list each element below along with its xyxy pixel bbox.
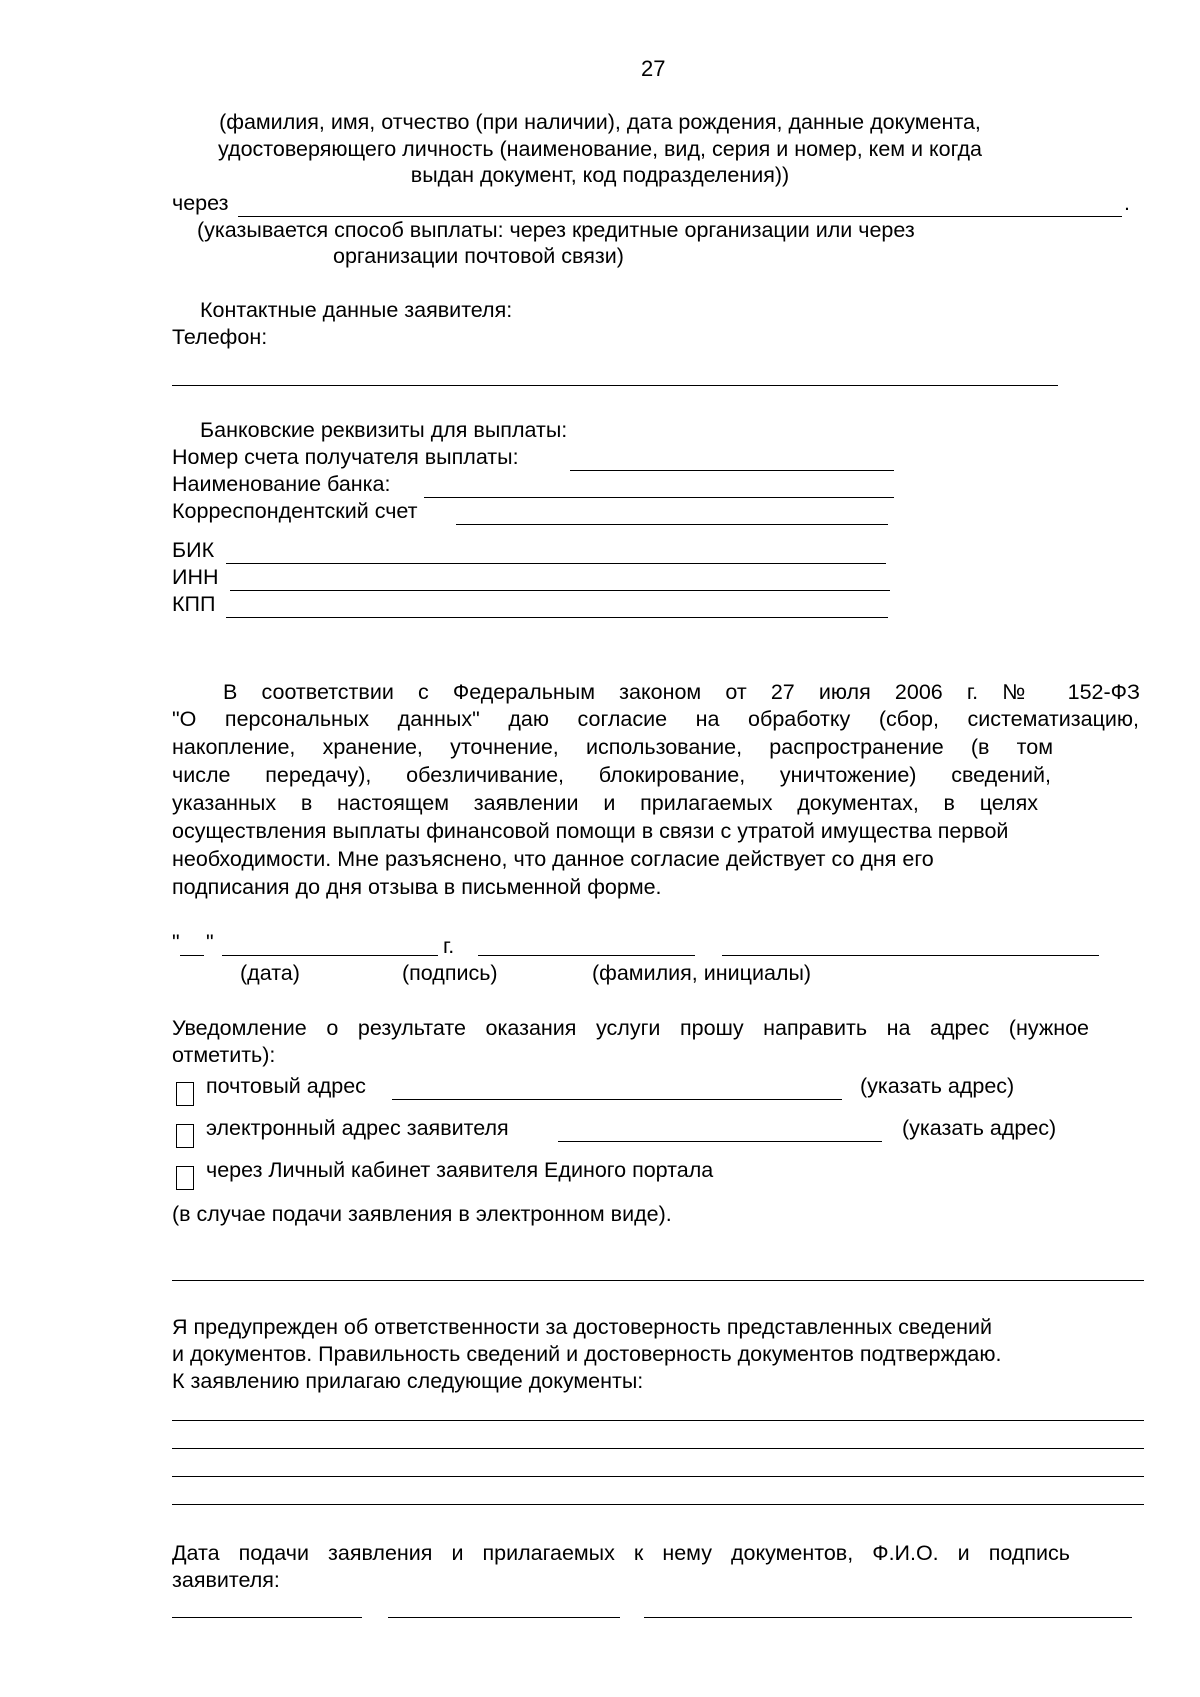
name-caption: (фамилия, инициалы) xyxy=(592,961,812,985)
contacts-heading: Контактные данные заявителя: xyxy=(200,298,513,322)
personal-account-label: через Личный кабинет заявителя Единого портала xyxy=(206,1158,714,1182)
name-initials-field[interactable] xyxy=(722,955,1099,956)
consent-line-3: накопление, хранение, уточнение, использование, распространение (в том xyxy=(172,735,1053,759)
corr-account-label: Корреспондентский счет xyxy=(172,499,418,523)
responsibility-line-3: К заявлению прилагаю следующие документы: xyxy=(172,1369,644,1393)
attachments-field-2[interactable] xyxy=(172,1448,1144,1449)
signature-caption: (подпись) xyxy=(402,961,498,985)
submission-line-1: Дата подачи заявления и прилагаемых к нему документов, Ф.И.О. и подпись xyxy=(172,1541,1070,1565)
payment-method-label: через xyxy=(172,191,229,215)
payment-method-hint-line-1: (указывается способ выплаты: через кредитные организации или через xyxy=(197,218,915,242)
payment-method-terminator: . xyxy=(1124,191,1130,215)
email-address-hint: (указать адрес) xyxy=(902,1116,1057,1140)
attachments-field-4[interactable] xyxy=(172,1504,1144,1505)
consent-line-6: осуществления выплаты финансовой помощи в связи с утратой имущества первой xyxy=(172,819,1009,843)
notification-line-2: отметить): xyxy=(172,1043,276,1067)
separator-line xyxy=(172,1280,1144,1281)
date-close-quote: " xyxy=(206,930,214,954)
page-number: 27 xyxy=(641,56,666,81)
account-number-label: Номер счета получателя выплаты: xyxy=(172,445,519,469)
payment-method-hint-line-2: организации почтовой связи) xyxy=(333,244,624,268)
notification-footnote: (в случае подачи заявления в электронном виде). xyxy=(172,1202,672,1226)
consent-line-1: В соответствии с Федеральным законом от 27 июля 2006 г. № 152-ФЗ xyxy=(223,680,1140,704)
bank-name-field[interactable] xyxy=(424,497,894,498)
bik-field[interactable] xyxy=(226,563,886,564)
consent-line-8: подписания до дня отзыва в письменной форме. xyxy=(172,875,662,899)
phone-field[interactable] xyxy=(172,385,1058,386)
bank-name-label: Наименование банка: xyxy=(172,472,391,496)
attachments-field-3[interactable] xyxy=(172,1476,1144,1477)
consent-line-5: указанных в настоящем заявлении и прилагаемых документах, в целях xyxy=(172,791,1038,815)
account-number-field[interactable] xyxy=(570,470,894,471)
header-note-line-1: (фамилия, имя, отчество (при наличии), дата рождения, данные документа, xyxy=(219,110,981,134)
postal-address-hint: (указать адрес) xyxy=(860,1074,1015,1098)
attachments-field-1[interactable] xyxy=(172,1420,1144,1421)
bank-heading: Банковские реквизиты для выплаты: xyxy=(200,418,568,442)
email-address-checkbox[interactable] xyxy=(176,1124,194,1148)
submission-name-field[interactable] xyxy=(388,1617,620,1618)
consent-line-2: "О персональных данных" даю согласие на обработку (сбор, систематизацию, xyxy=(172,707,1139,731)
signature-field[interactable] xyxy=(478,955,695,956)
submission-signature-field[interactable] xyxy=(644,1617,1132,1618)
date-open-quote: " xyxy=(172,930,180,954)
submission-line-2: заявителя: xyxy=(172,1568,280,1592)
day-field[interactable] xyxy=(180,955,204,956)
notification-line-1: Уведомление о результате оказания услуги прошу направить на адрес (нужное xyxy=(172,1016,1089,1040)
kpp-field[interactable] xyxy=(226,617,888,618)
date-field[interactable] xyxy=(222,955,438,956)
email-address-field[interactable] xyxy=(558,1141,882,1142)
responsibility-line-1: Я предупрежден об ответственности за достоверность представленных сведений xyxy=(172,1315,992,1339)
personal-account-checkbox[interactable] xyxy=(176,1166,194,1190)
responsibility-line-2: и документов. Правильность сведений и достоверность документов подтверждаю. xyxy=(172,1342,1002,1366)
header-note-line-2: удостоверяющего личность (наименование, вид, серия и номер, кем и когда xyxy=(217,137,983,161)
year-suffix: г. xyxy=(443,934,455,958)
kpp-label: КПП xyxy=(172,592,216,616)
header-note-line-3: выдан документ, код подразделения)) xyxy=(410,163,790,187)
postal-address-label: почтовый адрес xyxy=(206,1074,366,1098)
email-address-label: электронный адрес заявителя xyxy=(206,1116,509,1140)
payment-method-field[interactable] xyxy=(238,216,1122,217)
postal-address-checkbox[interactable] xyxy=(176,1082,194,1106)
consent-line-4: числе передачу), обезличивание, блокирование, уничтожение) сведений, xyxy=(172,763,1051,787)
postal-address-field[interactable] xyxy=(392,1099,842,1100)
phone-label: Телефон: xyxy=(172,325,268,349)
date-caption: (дата) xyxy=(240,961,300,985)
corr-account-field[interactable] xyxy=(456,524,888,525)
inn-label: ИНН xyxy=(172,565,219,589)
consent-line-7: необходимости. Мне разъяснено, что данное согласие действует со дня его xyxy=(172,847,934,871)
submission-date-field[interactable] xyxy=(172,1617,362,1618)
inn-field[interactable] xyxy=(230,590,890,591)
bik-label: БИК xyxy=(172,538,215,562)
